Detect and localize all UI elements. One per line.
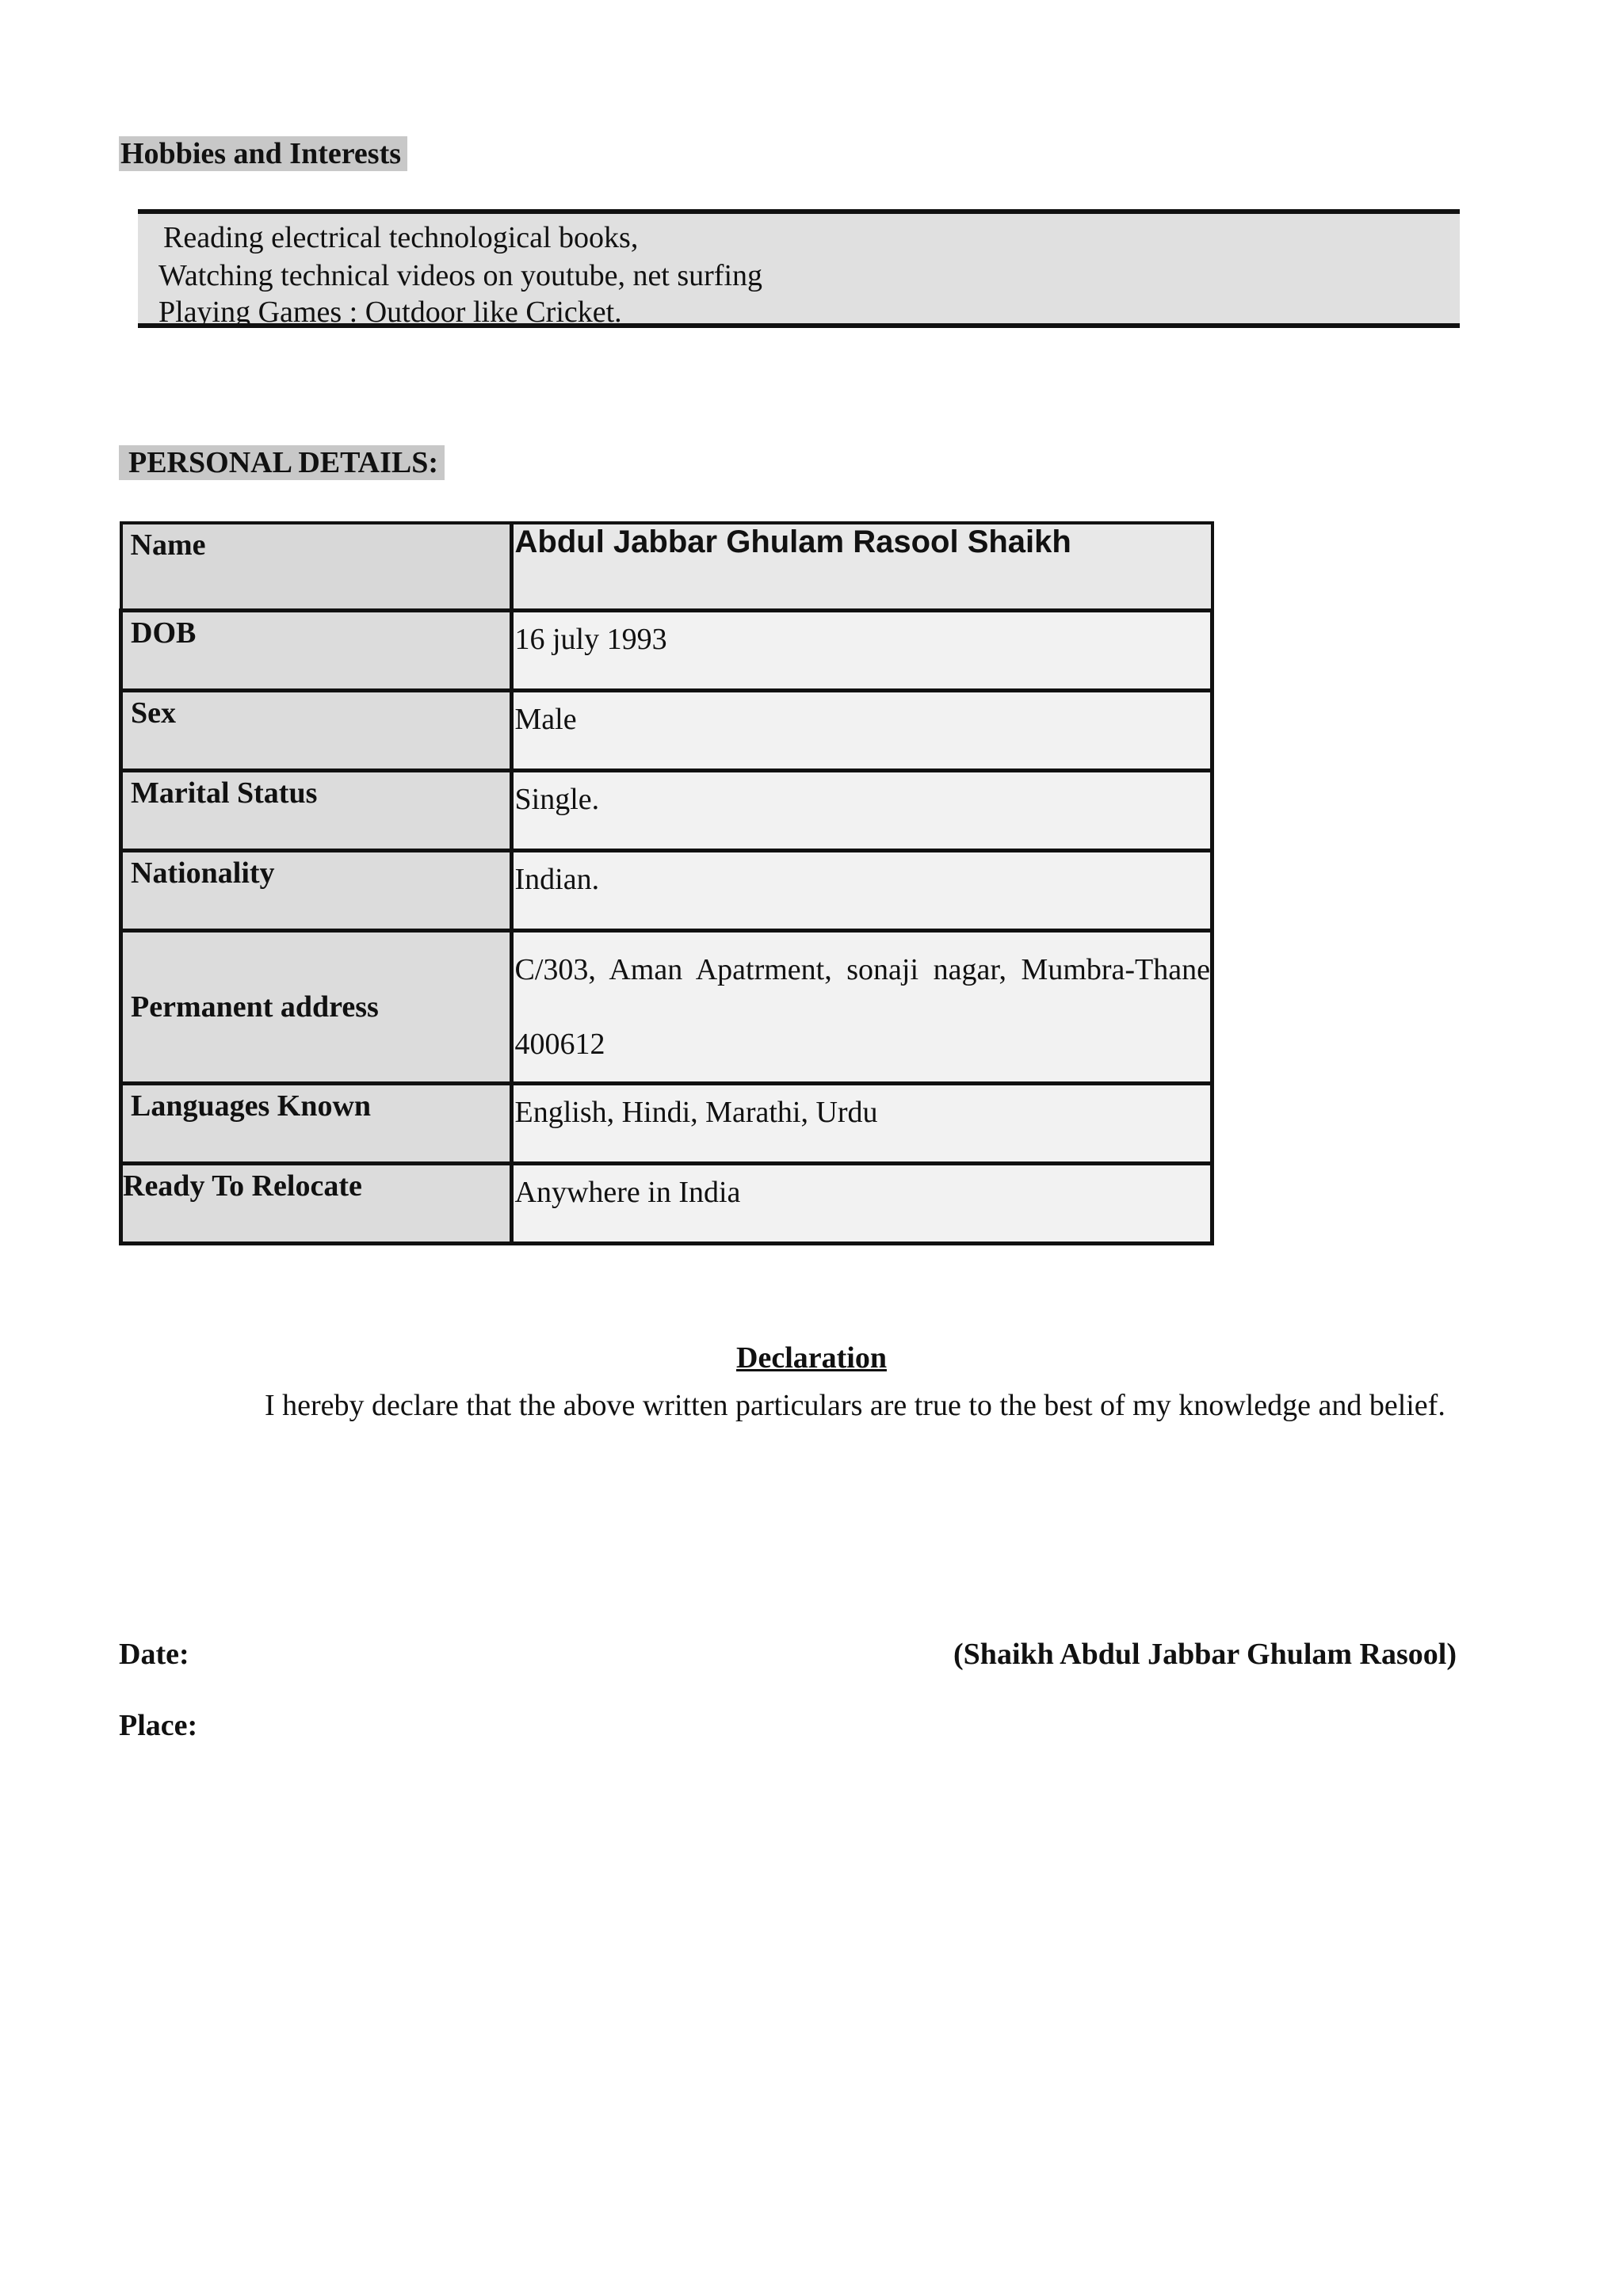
personal-details-heading: PERSONAL DETAILS:	[119, 445, 445, 480]
row-label-ready-to-relocate: Ready To Relocate	[121, 1164, 512, 1244]
table-row	[121, 523, 1212, 611]
table-row	[121, 1084, 1212, 1164]
personal-details-table	[119, 521, 1214, 1245]
declaration-body: I hereby declare that the above written particulars are true to the best of my knowledge and belief.	[265, 1389, 1445, 1422]
row-label-name: Name	[121, 523, 512, 611]
row-value-dob: 16 july 1993	[511, 611, 1212, 691]
hobbies-box	[138, 209, 1460, 328]
row-value-sex: Male	[511, 691, 1212, 771]
row-value-name: Abdul Jabbar Ghulam Rasool Shaikh	[511, 523, 1212, 611]
row-label-dob: DOB	[121, 611, 512, 691]
hobbies-heading: Hobbies and Interests	[119, 136, 407, 171]
row-value-ready-to-relocate: Anywhere in India	[511, 1164, 1212, 1244]
table-row	[121, 611, 1212, 691]
row-value-permanent-address: C/303, Aman Apatrment, sonaji nagar, Mumbra-Thane 400612	[511, 931, 1212, 1084]
row-value-languages-known: English, Hindi, Marathi, Urdu	[511, 1084, 1212, 1164]
row-label-sex: Sex	[121, 691, 512, 771]
row-value-nationality: Indian.	[511, 851, 1212, 931]
table-row	[121, 851, 1212, 931]
row-label-permanent-address: Permanent address	[121, 931, 512, 1084]
row-value-marital-status: Single.	[511, 771, 1212, 851]
table-row	[121, 931, 1212, 1084]
row-label-languages-known: Languages Known	[121, 1084, 512, 1164]
row-label-nationality: Nationality	[121, 851, 512, 931]
date-label: Date:	[119, 1638, 189, 1671]
hobby-item: Playing Games : Outdoor like Cricket.	[158, 296, 622, 329]
row-label-marital-status: Marital Status	[121, 771, 512, 851]
hobby-item: Watching technical videos on youtube, net surfing	[158, 259, 763, 292]
table-row	[121, 691, 1212, 771]
hobby-item: Reading electrical technological books,	[163, 221, 639, 254]
signature-name: (Shaikh Abdul Jabbar Ghulam Rasool)	[953, 1638, 1457, 1671]
table-row	[121, 771, 1212, 851]
declaration-title: Declaration	[736, 1341, 887, 1375]
place-label: Place:	[119, 1709, 198, 1742]
table-row	[121, 1164, 1212, 1244]
